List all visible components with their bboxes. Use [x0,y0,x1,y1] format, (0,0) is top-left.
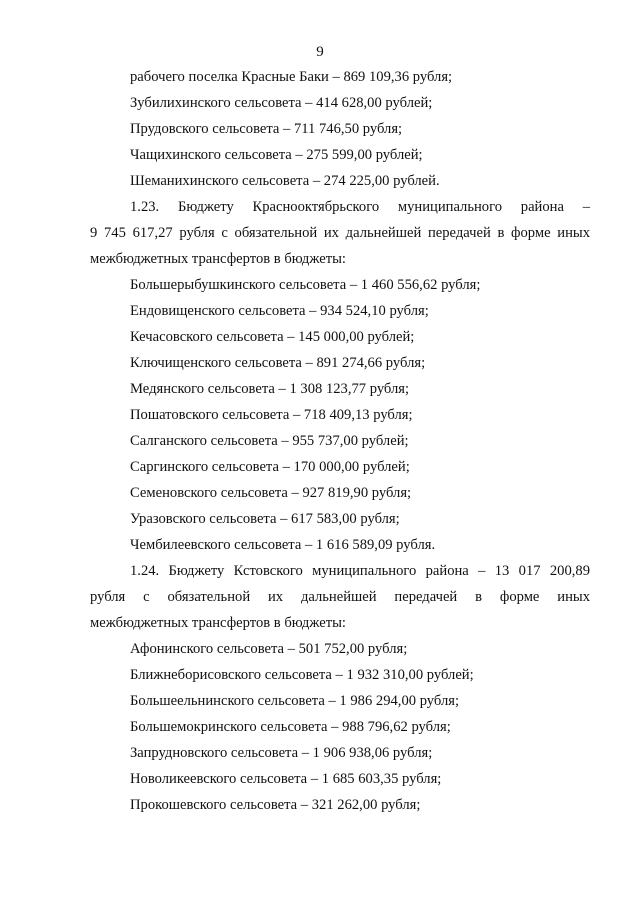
list-item: Зубилихинского сельсовета – 414 628,00 рублей; [130,95,433,111]
list-item: Медянского сельсовета – 1 308 123,77 рубля; [130,381,410,397]
list-item: Чащихинского сельсовета – 275 599,00 рублей; [130,147,423,163]
list-item: Шеманихинского сельсовета – 274 225,00 рублей. [130,173,440,189]
list-item: Саргинского сельсовета – 170 000,00 рублей; [130,459,410,475]
list-item: Прокошевского сельсовета – 321 262,00 рубля; [130,797,421,813]
list-item: Уразовского сельсовета – 617 583,00 рубля; [130,511,400,527]
document-body [90,64,590,818]
page-number: 9 [316,44,324,60]
list-item: Семеновского сельсовета – 927 819,90 рубля; [130,485,412,501]
section-1-24-paragraph-line: 1.24. Бюджету Кстовского муниципального района – 13 017 200,89 [130,563,590,579]
section-1-23-paragraph-line: межбюджетных трансфертов в бюджеты: [90,251,346,267]
list-item: рабочего поселка Красные Баки – 869 109,36 рубля; [130,69,453,85]
section-1-24-paragraph-line: рубля с обязательной их дальнейшей передачей в форме иных [90,589,590,605]
section-1-24-paragraph-line: межбюджетных трансфертов в бюджеты: [90,615,346,631]
list-item: Запрудновского сельсовета – 1 906 938,06 рубля; [130,745,433,761]
list-item: Ключищенского сельсовета – 891 274,66 рубля; [130,355,426,371]
list-item: Большеельнинского сельсовета – 1 986 294,00 рубля; [130,693,460,709]
list-item: Ендовищенского сельсовета – 934 524,10 рубля; [130,303,429,319]
list-item: Новоликеевского сельсовета – 1 685 603,35 рубля; [130,771,442,787]
list-item: Пошатовского сельсовета – 718 409,13 рубля; [130,407,413,423]
section-1-23-paragraph-line: 9 745 617,27 рубля с обязательной их дальнейшей передачей в форме иных [90,225,590,241]
list-item: Кечасовского сельсовета – 145 000,00 рублей; [130,329,415,345]
list-item: Прудовского сельсовета – 711 746,50 рубля; [130,121,403,137]
list-item: Афонинского сельсовета – 501 752,00 рубля; [130,641,408,657]
list-item: Чембилеевского сельсовета – 1 616 589,09 рубля. [130,537,436,553]
list-item: Большемокринского сельсовета – 988 796,62 рубля; [130,719,451,735]
list-item: Ближнеборисовского сельсовета – 1 932 310,00 рублей; [130,667,474,683]
list-item: Большерыбушкинского сельсовета – 1 460 556,62 рубля; [130,277,481,293]
list-item: Салганского сельсовета – 955 737,00 рублей; [130,433,409,449]
section-1-23-paragraph-line: 1.23. Бюджету Краснооктябрьского муниципального района – [130,199,590,215]
